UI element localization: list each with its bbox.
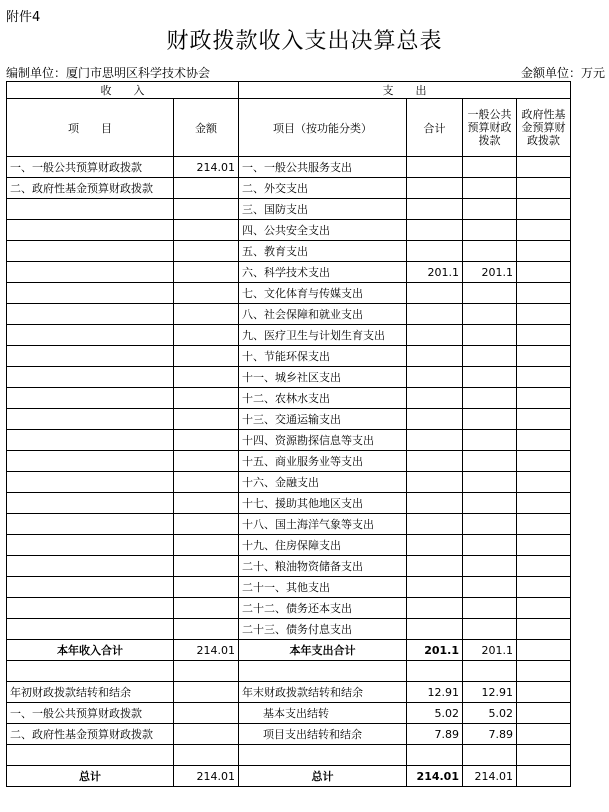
income-item-cell: [7, 388, 174, 409]
income-amount-cell: [174, 556, 239, 577]
table-row: [7, 472, 571, 493]
year-income-total-label: 本年收入合计: [7, 640, 174, 661]
carry-income-amount: [174, 682, 239, 703]
table-row: [7, 304, 571, 325]
year-total-row: [7, 640, 571, 661]
grand-expense-label: 总计: [239, 766, 407, 787]
income-item-cell: [7, 304, 174, 325]
amount-header: 金额: [174, 99, 239, 157]
expense-item-cell: 五、教育支出: [239, 241, 407, 262]
attachment-label: 附件4: [6, 10, 41, 25]
expense-general-cell: [463, 619, 517, 640]
table-row: [7, 367, 571, 388]
income-amount-cell: [174, 514, 239, 535]
income-amount-cell: [174, 367, 239, 388]
income-amount-cell: [174, 388, 239, 409]
expense-item-cell: 二十一、其他支出: [239, 577, 407, 598]
item-header: 项 目: [7, 99, 174, 157]
grand-expense-total: 214.01: [407, 766, 463, 787]
carry-expense-general: 12.91: [463, 682, 517, 703]
table-row: [7, 262, 571, 283]
expense-fund-cell: [517, 157, 571, 178]
expense-general-cell: 201.1: [463, 262, 517, 283]
table-row: [7, 346, 571, 367]
expense-fund-cell: [517, 178, 571, 199]
expense-item-cell: 二十二、债务还本支出: [239, 598, 407, 619]
expense-fund-cell: [517, 367, 571, 388]
expense-fund-cell: [517, 388, 571, 409]
expense-total-cell: [407, 346, 463, 367]
table-row: [7, 325, 571, 346]
expense-fund-cell: [517, 241, 571, 262]
blank-cell: [407, 745, 463, 766]
carry-expense-item: 年末财政拨款结转和结余: [239, 682, 407, 703]
income-amount-cell: [174, 304, 239, 325]
expense-total-cell: [407, 409, 463, 430]
year-expense-total-label: 本年支出合计: [239, 640, 407, 661]
carry-row: [7, 724, 571, 745]
income-amount-cell: [174, 199, 239, 220]
table-row: [7, 199, 571, 220]
table-row: [7, 451, 571, 472]
income-amount-cell: [174, 325, 239, 346]
income-item-cell: [7, 262, 174, 283]
income-amount-cell: 214.01: [174, 157, 239, 178]
income-item-cell: [7, 493, 174, 514]
expense-item-cell: 十七、援助其他地区支出: [239, 493, 407, 514]
income-item-cell: [7, 598, 174, 619]
income-item-cell: [7, 241, 174, 262]
header-row-1: [7, 82, 571, 99]
expense-fund-cell: [517, 262, 571, 283]
carry-expense-total: 7.89: [407, 724, 463, 745]
income-item-cell: [7, 409, 174, 430]
expense-total-cell: [407, 451, 463, 472]
general-header: 一般公共预算财政拨款: [463, 99, 517, 157]
expense-item-cell: 九、医疗卫生与计划生育支出: [239, 325, 407, 346]
income-amount-cell: [174, 472, 239, 493]
expense-item-cell: 三、国防支出: [239, 199, 407, 220]
table-row: [7, 241, 571, 262]
income-item-cell: [7, 472, 174, 493]
expense-total-cell: [407, 493, 463, 514]
income-header: 收 入: [7, 82, 239, 99]
income-item-cell: [7, 220, 174, 241]
expense-fund-cell: [517, 220, 571, 241]
blank-cell: [517, 661, 571, 682]
carry-expense-total: 5.02: [407, 703, 463, 724]
carry-expense-fund: [517, 703, 571, 724]
carry-expense-general: 7.89: [463, 724, 517, 745]
income-amount-cell: [174, 409, 239, 430]
table-row: [7, 388, 571, 409]
expense-fund-cell: [517, 598, 571, 619]
blank-cell: [517, 745, 571, 766]
carry-expense-item: 项目支出结转和结余: [239, 724, 407, 745]
income-item-cell: [7, 325, 174, 346]
expense-fund-cell: [517, 304, 571, 325]
expense-total-cell: [407, 598, 463, 619]
expense-general-cell: [463, 556, 517, 577]
income-amount-cell: [174, 220, 239, 241]
income-item-cell: [7, 451, 174, 472]
income-amount-cell: [174, 619, 239, 640]
meta-bar: [6, 64, 605, 80]
expense-general-cell: [463, 178, 517, 199]
expense-fund-cell: [517, 346, 571, 367]
income-item-cell: [7, 514, 174, 535]
carry-expense-total: 12.91: [407, 682, 463, 703]
table-row: [7, 430, 571, 451]
expense-item-cell: 八、社会保障和就业支出: [239, 304, 407, 325]
income-amount-cell: [174, 430, 239, 451]
table-row: [7, 619, 571, 640]
expense-item-cell: 十二、农林水支出: [239, 388, 407, 409]
table-row: [7, 493, 571, 514]
table-row: [7, 157, 571, 178]
expense-fund-cell: [517, 556, 571, 577]
carry-expense-item: 基本支出结转: [239, 703, 407, 724]
grand-expense-general: 214.01: [463, 766, 517, 787]
expense-total-cell: [407, 220, 463, 241]
expense-total-cell: [407, 430, 463, 451]
expense-total-cell: [407, 514, 463, 535]
expense-general-cell: [463, 220, 517, 241]
expense-fund-cell: [517, 409, 571, 430]
carry-income-item: 二、政府性基金预算财政拨款: [7, 724, 174, 745]
income-item-cell: [7, 367, 174, 388]
carry-expense-fund: [517, 682, 571, 703]
expense-item-cell: 十五、商业服务业等支出: [239, 451, 407, 472]
income-amount-cell: [174, 493, 239, 514]
income-amount-cell: [174, 283, 239, 304]
org-label: 编制单位：厦门市思明区科学技术协会: [6, 66, 211, 80]
income-item-cell: [7, 346, 174, 367]
expense-total-cell: [407, 199, 463, 220]
income-amount-cell: [174, 598, 239, 619]
expense-fund-cell: [517, 325, 571, 346]
income-item-cell: [7, 283, 174, 304]
expense-general-cell: [463, 325, 517, 346]
table-row: [7, 220, 571, 241]
expense-general-cell: [463, 409, 517, 430]
blank-cell: [463, 661, 517, 682]
expense-item-cell: 十四、资源勘探信息等支出: [239, 430, 407, 451]
expense-item-cell: 十九、住房保障支出: [239, 535, 407, 556]
income-amount-cell: [174, 241, 239, 262]
expense-total-cell: [407, 556, 463, 577]
carry-income-amount: [174, 724, 239, 745]
expense-total-cell: [407, 472, 463, 493]
table-row: [7, 577, 571, 598]
grand-total-row: [7, 766, 571, 787]
page-title: 财政拨款收入支出决算总表: [166, 29, 443, 54]
expense-total-cell: [407, 367, 463, 388]
expense-fund-cell: [517, 472, 571, 493]
expense-general-cell: [463, 388, 517, 409]
blank-cell: [7, 661, 174, 682]
expense-total-cell: 201.1: [407, 262, 463, 283]
table-row: [7, 556, 571, 577]
expense-general-cell: [463, 346, 517, 367]
total-header: 合计: [407, 99, 463, 157]
expense-item-cell: 二十、粮油物资储备支出: [239, 556, 407, 577]
expense-general-cell: [463, 283, 517, 304]
expense-general-cell: [463, 241, 517, 262]
expense-general-cell: [463, 304, 517, 325]
header-row-2: [7, 99, 571, 157]
income-item-cell: 一、一般公共预算财政拨款: [7, 157, 174, 178]
expense-fund-cell: [517, 619, 571, 640]
blank-cell: [174, 745, 239, 766]
expense-item-cell: 十八、国土海洋气象等支出: [239, 514, 407, 535]
expense-general-cell: [463, 598, 517, 619]
income-item-cell: [7, 619, 174, 640]
expense-general-cell: [463, 535, 517, 556]
func-item-header: 项目（按功能分类）: [239, 99, 407, 157]
blank-cell: [407, 661, 463, 682]
grand-income-amount: 214.01: [174, 766, 239, 787]
grand-expense-fund: [517, 766, 571, 787]
income-item-cell: [7, 430, 174, 451]
table-row: [7, 283, 571, 304]
income-amount-cell: [174, 577, 239, 598]
expense-item-cell: 十一、城乡社区支出: [239, 367, 407, 388]
expense-total-cell: [407, 283, 463, 304]
income-amount-cell: [174, 178, 239, 199]
expense-total-cell: [407, 304, 463, 325]
year-expense-fund: [517, 640, 571, 661]
expense-fund-cell: [517, 577, 571, 598]
expense-item-cell: 二、外交支出: [239, 178, 407, 199]
carry-income-amount: [174, 703, 239, 724]
expense-general-cell: [463, 451, 517, 472]
grand-income-label: 总计: [7, 766, 174, 787]
expense-item-cell: 一、一般公共服务支出: [239, 157, 407, 178]
finance-table: [6, 81, 571, 787]
expense-item-cell: 四、公共安全支出: [239, 220, 407, 241]
income-amount-cell: [174, 535, 239, 556]
carry-income-item: 年初财政拨款结转和结余: [7, 682, 174, 703]
unit-label: 金额单位：万元: [520, 66, 605, 80]
table-row: [7, 178, 571, 199]
expense-general-cell: [463, 430, 517, 451]
expense-general-cell: [463, 472, 517, 493]
expense-total-cell: [407, 241, 463, 262]
expense-total-cell: [407, 325, 463, 346]
blank-cell: [463, 745, 517, 766]
expense-total-cell: [407, 178, 463, 199]
expense-general-cell: [463, 577, 517, 598]
expense-total-cell: [407, 388, 463, 409]
expense-total-cell: [407, 535, 463, 556]
carry-expense-general: 5.02: [463, 703, 517, 724]
expense-item-cell: 十三、交通运输支出: [239, 409, 407, 430]
expense-general-cell: [463, 157, 517, 178]
income-item-cell: [7, 535, 174, 556]
carry-row: [7, 703, 571, 724]
expense-item-cell: 六、科学技术支出: [239, 262, 407, 283]
expense-fund-cell: [517, 430, 571, 451]
expense-general-cell: [463, 493, 517, 514]
expense-total-cell: [407, 157, 463, 178]
expense-header: 支 出: [239, 82, 571, 99]
expense-general-cell: [463, 514, 517, 535]
table-row: [7, 409, 571, 430]
income-item-cell: [7, 577, 174, 598]
blank-cell: [7, 745, 174, 766]
blank-cell: [239, 661, 407, 682]
expense-item-cell: 十六、金融支出: [239, 472, 407, 493]
expense-item-cell: 七、文化体育与传媒支出: [239, 283, 407, 304]
fund-header: 政府性基金预算财政拨款: [517, 99, 571, 157]
blank-row: [7, 661, 571, 682]
blank-cell: [239, 745, 407, 766]
carry-income-item: 一、一般公共预算财政拨款: [7, 703, 174, 724]
expense-fund-cell: [517, 199, 571, 220]
expense-general-cell: [463, 199, 517, 220]
blank-cell: [174, 661, 239, 682]
year-expense-general: 201.1: [463, 640, 517, 661]
income-amount-cell: [174, 262, 239, 283]
income-amount-cell: [174, 451, 239, 472]
expense-fund-cell: [517, 283, 571, 304]
year-expense-total: 201.1: [407, 640, 463, 661]
blank-row: [7, 745, 571, 766]
income-item-cell: [7, 199, 174, 220]
expense-total-cell: [407, 577, 463, 598]
carry-row: [7, 682, 571, 703]
table-row: [7, 535, 571, 556]
income-item-cell: [7, 556, 174, 577]
year-income-total-amount: 214.01: [174, 640, 239, 661]
expense-item-cell: 十、节能环保支出: [239, 346, 407, 367]
expense-fund-cell: [517, 493, 571, 514]
expense-fund-cell: [517, 535, 571, 556]
expense-general-cell: [463, 367, 517, 388]
expense-fund-cell: [517, 514, 571, 535]
expense-total-cell: [407, 619, 463, 640]
income-amount-cell: [174, 346, 239, 367]
table-row: [7, 514, 571, 535]
expense-item-cell: 二十三、债务付息支出: [239, 619, 407, 640]
expense-fund-cell: [517, 451, 571, 472]
income-item-cell: 二、政府性基金预算财政拨款: [7, 178, 174, 199]
table-row: [7, 598, 571, 619]
carry-expense-fund: [517, 724, 571, 745]
